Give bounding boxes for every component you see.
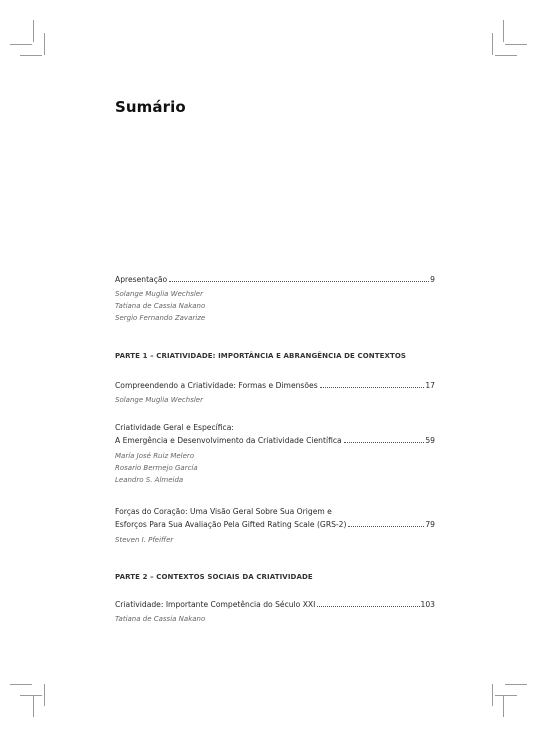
toc-entry-title: Esforços Para Sua Avaliação Pela Gifted Rating Scale (GRS-2) — [115, 520, 347, 529]
toc-line[interactable] — [115, 435, 435, 447]
toc-entry — [115, 380, 435, 406]
crop-mark — [505, 684, 527, 685]
toc-entry-title: Apresentação — [115, 275, 168, 284]
toc-line[interactable] — [115, 380, 435, 392]
crop-mark — [495, 55, 517, 56]
toc-entry-title: Forças do Coração: Uma Visão Geral Sobre Sua Origem e — [115, 507, 332, 516]
toc-entry — [115, 506, 435, 546]
toc-entry-intro — [115, 274, 435, 324]
toc-line[interactable] — [115, 519, 435, 531]
crop-mark — [492, 33, 493, 55]
page-number: 103 — [420, 600, 435, 609]
crop-mark — [10, 684, 32, 685]
dot-leader — [169, 281, 429, 282]
toc-entry-title: Criatividade Geral e Específica: — [115, 423, 234, 432]
toc-line[interactable] — [115, 599, 435, 611]
dot-leader — [344, 442, 425, 443]
author: Leandro S. Almeida — [115, 476, 184, 484]
toc-entry — [115, 422, 435, 486]
author: Solange Muglia Wechsler — [115, 396, 203, 404]
page-title: Sumário — [115, 98, 186, 116]
part-heading: PARTE 1 – CRIATIVIDADE: IMPORTÂNCIA E ABRANGÊNCIA DE CONTEXTOS — [115, 352, 407, 360]
crop-mark — [44, 33, 45, 55]
author: María José Ruiz Melero — [115, 452, 195, 460]
crop-mark — [33, 695, 34, 717]
crop-mark — [495, 695, 517, 696]
crop-mark — [44, 684, 45, 706]
author: Tatiana de Cassia Nakano — [115, 302, 206, 310]
page-number: 9 — [430, 275, 435, 284]
author: Solange Muglia Wechsler — [115, 290, 203, 298]
crop-mark — [505, 44, 527, 45]
page-number: 17 — [425, 381, 435, 390]
crop-mark — [20, 695, 42, 696]
author: Steven I. Pfeiffer — [115, 536, 174, 544]
dot-leader — [317, 606, 419, 607]
crop-mark — [503, 695, 504, 717]
author: Tatiana de Cassia Nakano — [115, 615, 206, 623]
toc-entry-title: A Emergência e Desenvolvimento da Criatividade Científica — [115, 436, 342, 445]
crop-mark — [503, 20, 504, 42]
page-number: 79 — [425, 520, 435, 529]
toc-entry — [115, 599, 435, 625]
crop-mark — [492, 684, 493, 706]
toc-entry-title: Compreendendo a Criatividade: Formas e Dimensões — [115, 381, 318, 390]
crop-mark — [33, 20, 34, 42]
crop-mark — [20, 55, 42, 56]
toc-entry-title: Criatividade: Importante Competência do Século XXI — [115, 600, 316, 609]
dot-leader — [320, 387, 425, 388]
page-number: 59 — [425, 436, 435, 445]
crop-mark — [10, 44, 32, 45]
author: Rosario Bermejo García — [115, 464, 198, 472]
dot-leader — [348, 526, 424, 527]
part-heading: PARTE 2 – CONTEXTOS SOCIAIS DA CRIATIVIDADE — [115, 573, 313, 581]
author: Sergio Fernando Zavarize — [115, 314, 206, 322]
toc-line[interactable] — [115, 274, 435, 286]
